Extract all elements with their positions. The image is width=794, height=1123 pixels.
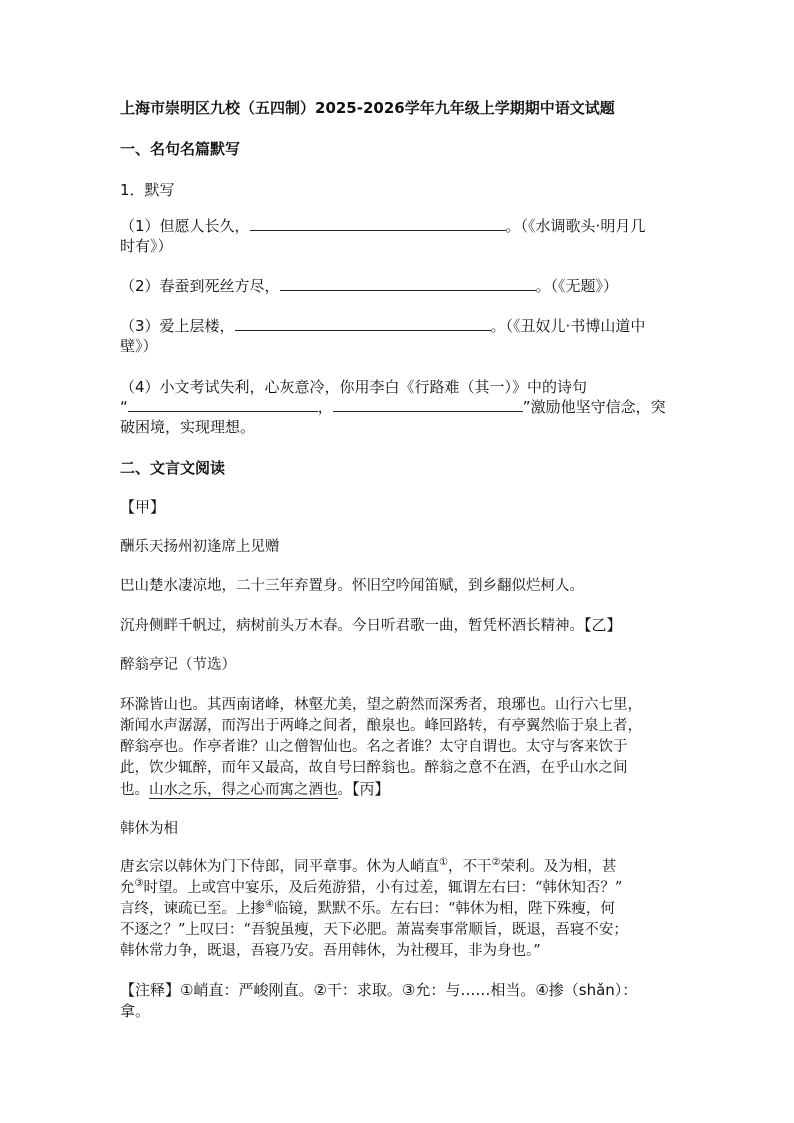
story-line-4: 不逐之？”上叹曰：“吾貌虽瘦，天下必肥。萧嵩奏事常顺旨，既退，吾寝不安；	[120, 922, 628, 938]
item-1-suffix-cont: 时有》）	[120, 237, 173, 255]
passage-bing-label: 【丙】	[352, 780, 390, 798]
item-1-prefix: （1）但愿人长久，	[120, 217, 250, 235]
item-2-line	[120, 276, 680, 296]
poem-line-2	[120, 615, 680, 636]
item-4-line	[120, 397, 680, 417]
poem-title: 酬乐天扬州初逢席上见赠	[120, 539, 280, 555]
essay-line-3: 醉翁亭也。作亭者谁？山之僧智仙也。名之者谁？太守自谓也。太守与客来饮于	[120, 739, 628, 755]
essay-line-5-end: 。	[337, 782, 352, 798]
story-line-5: 韩休常力争，既退，吾寝乃安。吾用韩休，为社稷耳，非为身也。”	[120, 943, 541, 959]
item-3-suffix: 。（《丑奴儿·书博山道中	[490, 317, 646, 335]
essay-line-5	[120, 779, 680, 800]
story-line-2-b: 时望。上或宫中宴乐，及后苑游猎，小有过差，辄谓左右曰：“韩休知否？”	[143, 880, 623, 896]
footnote-ref-1: ①	[439, 857, 448, 869]
story-line-2-a: 允	[120, 880, 135, 896]
poem-line-1: 巴山楚水凄凉地，二十三年弃置身。怀旧空吟闻笛赋，到乡翻似烂柯人。	[120, 578, 584, 594]
item-2-blank[interactable]	[280, 276, 536, 291]
story-line-1	[120, 857, 680, 877]
passage-yi-label: 【乙】	[584, 616, 622, 634]
passage-jia-label: 【甲】	[120, 498, 166, 516]
item-1-suffix: 。（《水调歌头·明月几	[505, 217, 646, 235]
document-title: 上海市崇明区九校（五四制）2025-2026学年九年级上学期期中语文试题	[120, 99, 615, 117]
item-2-prefix: （2）春蚕到死丝方尽，	[120, 277, 280, 295]
footnote-ref-4: ④	[265, 899, 274, 911]
essay-line-5-start: 也。	[120, 782, 149, 798]
item-2-suffix: 。（《无题》）	[535, 277, 619, 295]
story-line-3-a: 言终，谏疏已至。上掺	[120, 901, 265, 917]
essay-underlined-sentence: 山水之乐，得之心而寓之酒也	[149, 782, 338, 798]
story-line-1-a: 唐玄宗以韩休为门下侍郎，同平章事。休为人峭直	[120, 859, 439, 875]
item-4-comma: ，	[317, 398, 333, 416]
item-1-blank[interactable]	[250, 216, 506, 231]
item-4-prefix: （4）小文考试失利，心灰意冷，你用李白《行路难（其一）》中的诗句	[120, 378, 588, 396]
essay-line-2: 渐闻水声潺潺，而泻出于两峰之间者，酿泉也。峰回路转，有亭翼然临于泉上者，	[120, 718, 642, 734]
poem-line-2-text: 沉舟侧畔千帆过，病树前头万木春。今日听君歌一曲，暂凭杯酒长精神。	[120, 618, 584, 634]
notes-line-1: 【注释】①峭直：严峻刚直。②干：求取。③允：与……相当。④掺（shǎn）：	[120, 981, 638, 999]
footnote-ref-3: ③	[134, 878, 144, 890]
item-4-suffix: ”激励他坚守信念，突	[522, 398, 666, 416]
story-line-2	[120, 878, 680, 898]
section-2-heading: 二、文言文阅读	[120, 459, 226, 477]
item-4-open-quote: “	[120, 398, 128, 416]
item-4-blank-1[interactable]	[128, 397, 318, 412]
item-3-blank[interactable]	[235, 316, 491, 331]
item-4-suffix-cont: 破困境，实现理想。	[120, 418, 256, 436]
item-3-prefix: （3）爱上层楼，	[120, 317, 235, 335]
story-title: 韩休为相	[120, 821, 178, 837]
item-1-line	[120, 216, 680, 236]
section-1-heading: 一、名句名篇默写	[120, 140, 241, 158]
question-1-label: 1．默写	[120, 181, 175, 199]
item-3-suffix-cont: 壁》）	[120, 337, 158, 355]
item-4-blank-2[interactable]	[333, 397, 523, 412]
essay-line-4: 此，饮少辄醉，而年又最高，故自号曰醉翁也。醉翁之意不在酒，在乎山水之间	[120, 760, 628, 776]
story-line-1-c: 荣利。及为相，甚	[500, 859, 617, 875]
story-line-3-b: 临镜，默默不乐。左右曰：“韩休为相，陛下殊瘦，何	[273, 901, 615, 917]
story-line-3	[120, 899, 680, 919]
notes-line-2: 拿。	[120, 1002, 151, 1020]
essay-title: 醉翁亭记（节选）	[120, 657, 236, 673]
footnote-ref-2: ②	[491, 857, 501, 869]
story-line-1-b: ，不干	[447, 859, 492, 875]
item-3-line	[120, 316, 680, 336]
essay-line-1: 环滁皆山也。其西南诸峰，林壑尤美，望之蔚然而深秀者，琅琊也。山行六七里，	[120, 697, 642, 713]
